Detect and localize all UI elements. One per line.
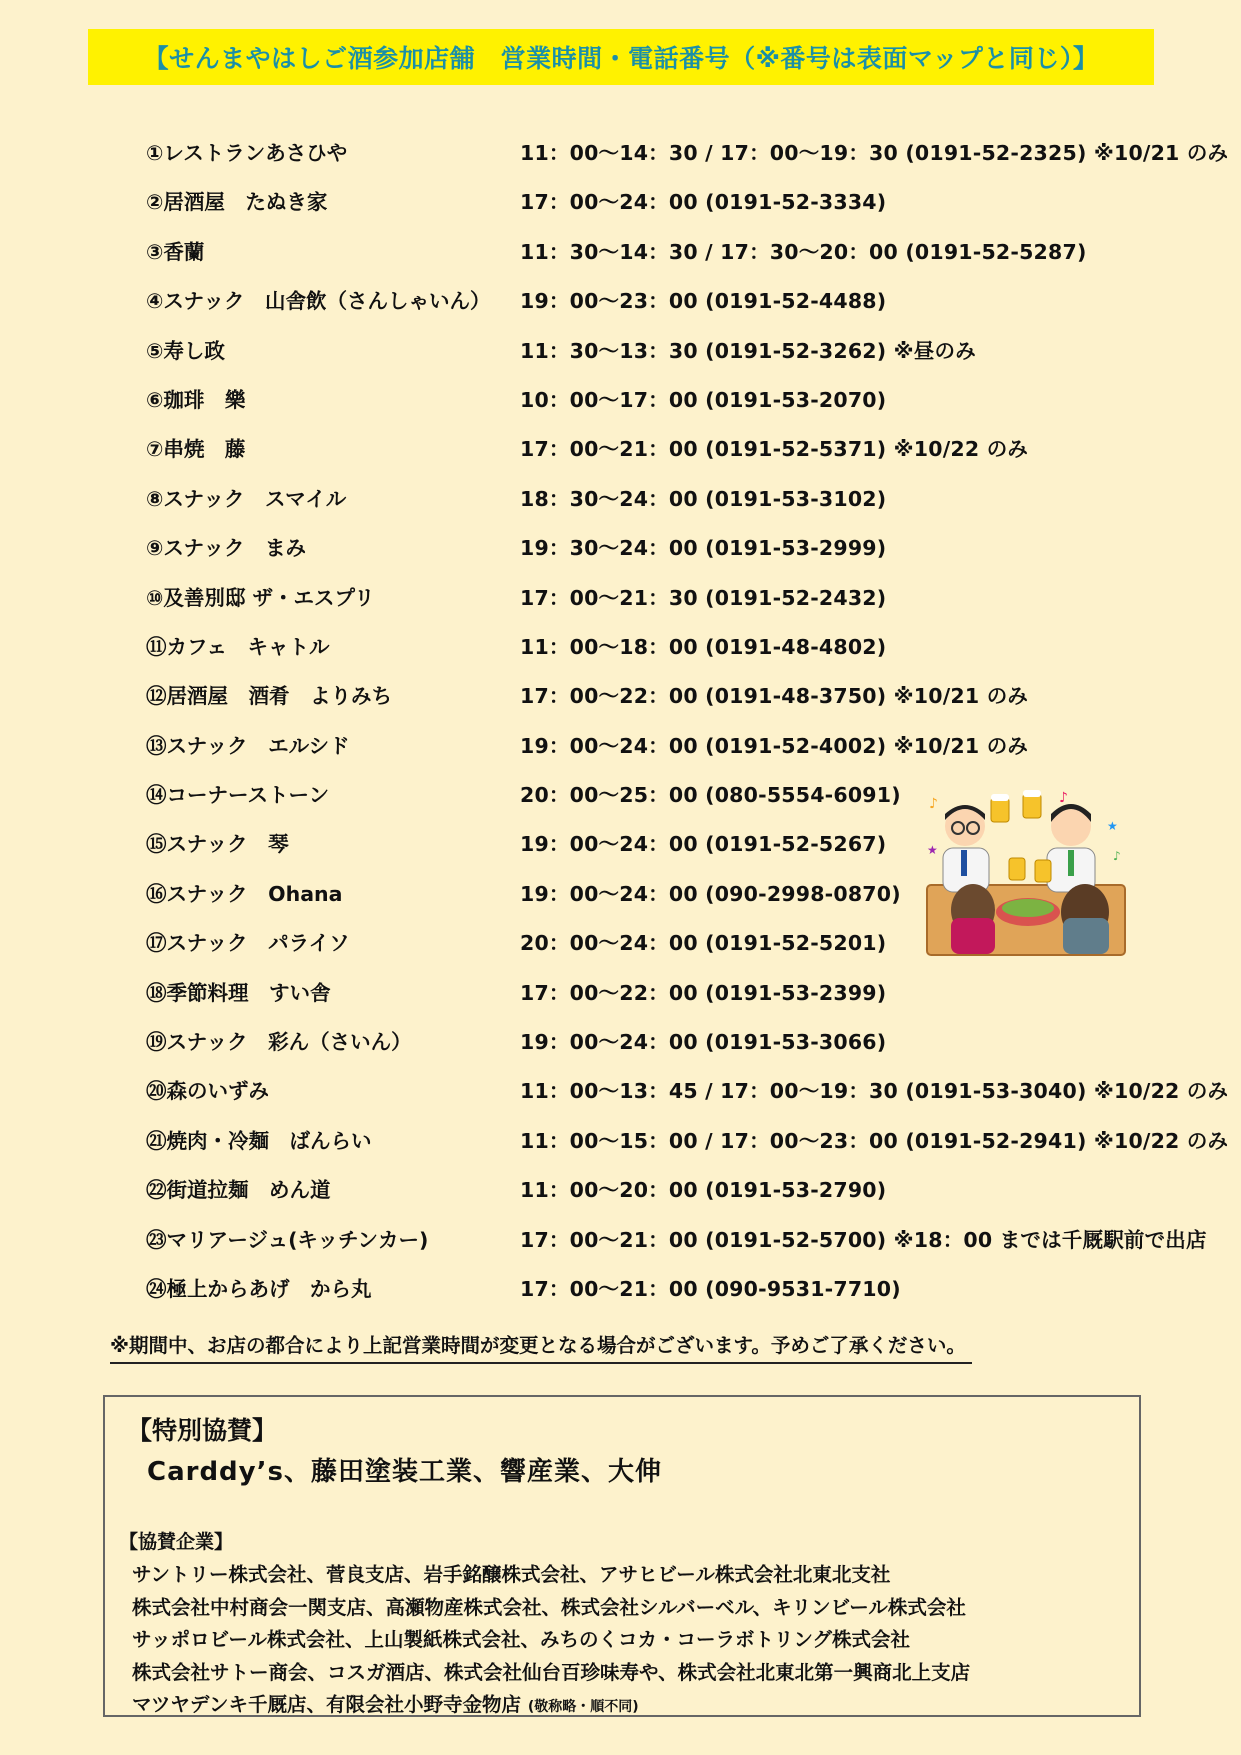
svg-text:♪: ♪ [929, 796, 938, 812]
store-hours: 19：30～24：00 (0191-53-2999) [520, 536, 887, 561]
toasting-people-illustration [925, 790, 1130, 958]
store-row [146, 1066, 1229, 1115]
store-hours: 17：00～22：00 (0191-48-3750) ※10/21 のみ [520, 684, 1029, 709]
store-row [146, 276, 1156, 325]
store-hours: 19：00～24：00 (0191-52-5267) [520, 832, 887, 857]
store-name: ⑦串焼 藤 [146, 437, 246, 462]
store-row [146, 177, 1156, 226]
svg-text:♪: ♪ [1059, 790, 1068, 806]
store-row [146, 1264, 1156, 1313]
store-row [146, 573, 1156, 622]
store-hours: 19：00～23：00 (0191-52-4488) [520, 289, 887, 314]
store-row [146, 1165, 1156, 1214]
sponsor-companies-list [132, 1559, 970, 1722]
store-name: ㉑焼肉・冷麺 ばんらい [146, 1128, 372, 1153]
sponsor-company-last: マツヤデンキ千厩店、有限会社小野寺金物店 [132, 1693, 522, 1716]
store-name: ①レストランあさひや [146, 141, 348, 165]
store-name: ㉓マリアージュ(キッチンカー) [146, 1227, 429, 1252]
store-name: ⑨スナック まみ [146, 536, 307, 561]
store-hours: 11：00～15：00 / 17：00～23：00 (0191-52-2941) ※10/22 のみ [520, 1128, 1229, 1153]
sponsor-company-line: サッポロビール株式会社、上山製紙株式会社、みちのくコカ・コーラボトリング株式会社 [132, 1628, 911, 1651]
store-name: ⑧スナック スマイル [146, 486, 347, 511]
special-sponsor-list: Carddy’s、藤田塗装工業、響産業、大伸 [147, 1457, 662, 1487]
store-row [146, 523, 1156, 572]
store-hours: 19：00～24：00 (090-2998-0870) [520, 881, 901, 906]
store-name: ⑭コーナーストーン [146, 783, 330, 808]
store-name: ⑩及善別邸 ザ・エスプリ [146, 585, 375, 610]
store-hours: 11：00～18：00 (0191-48-4802) [520, 634, 887, 659]
store-row [146, 1215, 1207, 1264]
store-name: ④スナック 山舎飲（さんしゃいん） [146, 289, 491, 314]
store-hours: 10：00～17：00 (0191-53-2070) [520, 387, 887, 412]
store-row [146, 474, 1156, 523]
store-row [146, 424, 1156, 473]
store-name: ⑮スナック 琴 [146, 832, 289, 857]
store-name: ⑯スナック Ohana [146, 881, 343, 906]
store-row [146, 375, 1156, 424]
store-hours: 17：00～21：30 (0191-52-2432) [520, 585, 887, 610]
store-name: ⑱季節料理 すい舎 [146, 980, 331, 1005]
svg-text:★: ★ [1107, 819, 1118, 833]
store-row [146, 968, 1156, 1017]
store-name: ⑰スナック パライソ [146, 931, 350, 956]
honorific-note: (敬称略・順不同) [527, 1699, 639, 1715]
store-hours: 19：00～24：00 (0191-53-3066) [520, 1030, 887, 1055]
store-row [146, 671, 1156, 720]
store-hours: 11：30～14：30 / 17：30～20：00 (0191-52-5287) [520, 239, 1087, 264]
store-row [146, 227, 1156, 276]
store-name: ⑫居酒屋 酒肴 よりみち [146, 684, 392, 709]
store-name: ⑪カフェ キャトル [146, 634, 330, 659]
man-left-icon [943, 805, 989, 892]
store-row [146, 622, 1156, 671]
store-hours: 17：00～21：00 (0191-52-5700) ※18：00 までは千厩駅前で出店 [520, 1227, 1207, 1252]
sponsor-company-line: サントリー株式会社、菅良支店、岩手銘醸株式会社、アサヒビール株式会社北東北支社 [132, 1563, 891, 1586]
sponsor-company-line [132, 1689, 970, 1722]
sponsor-company-line: 株式会社サトー商会、コスガ酒店、株式会社仙台百珍味寿や、株式会社北東北第一興商北上支店 [132, 1660, 971, 1684]
store-name: ㉔極上からあげ から丸 [146, 1276, 372, 1301]
store-hours: 11：00～20：00 (0191-53-2790) [520, 1178, 887, 1203]
store-name: ⑥珈琲 樂 [146, 387, 246, 412]
notice-text: ※期間中、お店の都合により上記営業時間が変更となる場合がございます。予めご了承ください。 [110, 1330, 972, 1364]
store-hours: 17：00～21：00 (090-9531-7710) [520, 1276, 901, 1301]
store-name: ⑳森のいずみ [146, 1079, 269, 1104]
sponsor-companies-heading: 【協賛企業】 [119, 1531, 234, 1553]
store-name: ②居酒屋 たぬき家 [146, 190, 328, 215]
man-right-icon [1047, 804, 1095, 892]
store-row [146, 326, 1156, 375]
store-hours: 20：00～24：00 (0191-52-5201) [520, 931, 887, 956]
store-name: ⑬スナック エルシド [146, 733, 350, 758]
store-hours: 19：00～24：00 (0191-52-4002) ※10/21 のみ [520, 733, 1029, 758]
store-name: ⑤寿し政 [146, 338, 225, 363]
special-sponsor-heading: 【特別協賛】 [127, 1416, 278, 1445]
store-list [146, 128, 1229, 1313]
store-hours: 18：30～24：00 (0191-53-3102) [520, 486, 887, 511]
store-name: ㉒街道拉麺 めん道 [146, 1178, 331, 1203]
store-row [146, 128, 1229, 177]
svg-text:★: ★ [927, 843, 938, 857]
svg-text:♪: ♪ [1113, 849, 1121, 863]
store-row [146, 721, 1156, 770]
sponsor-company-line: 株式会社中村商会一関支店、高瀬物産株式会社、株式会社シルバーベル、キリンビール株式会社 [132, 1595, 966, 1619]
beer-mug-icon [991, 790, 1051, 882]
store-hours: 17：00～24：00 (0191-52-3334) [520, 190, 887, 215]
store-name: ⑲スナック 彩ん（さいん） [146, 1030, 412, 1055]
store-hours: 11：30～13：30 (0191-52-3262) ※昼のみ [520, 338, 976, 363]
store-hours: 20：00～25：00 (080-5554-6091) [520, 783, 901, 808]
store-hours: 11：00～13：45 / 17：00～19：30 (0191-53-3040) ※10/22 のみ [520, 1079, 1229, 1104]
store-hours: 11：00～14：30 / 17：00～19：30 (0191-52-2325) ※10/21 のみ [520, 141, 1229, 165]
sponsor-box [103, 1395, 1141, 1717]
store-name: ③香蘭 [146, 239, 205, 264]
store-row [146, 1017, 1156, 1066]
store-hours: 17：00～22：00 (0191-53-2399) [520, 980, 887, 1005]
store-row [146, 1116, 1229, 1165]
store-hours: 17：00～21：00 (0191-52-5371) ※10/22 のみ [520, 437, 1029, 462]
page-title: 【せんまやはしご酒参加店舗 営業時間・電話番号（※番号は表面マップと同じ）】 [88, 29, 1154, 85]
